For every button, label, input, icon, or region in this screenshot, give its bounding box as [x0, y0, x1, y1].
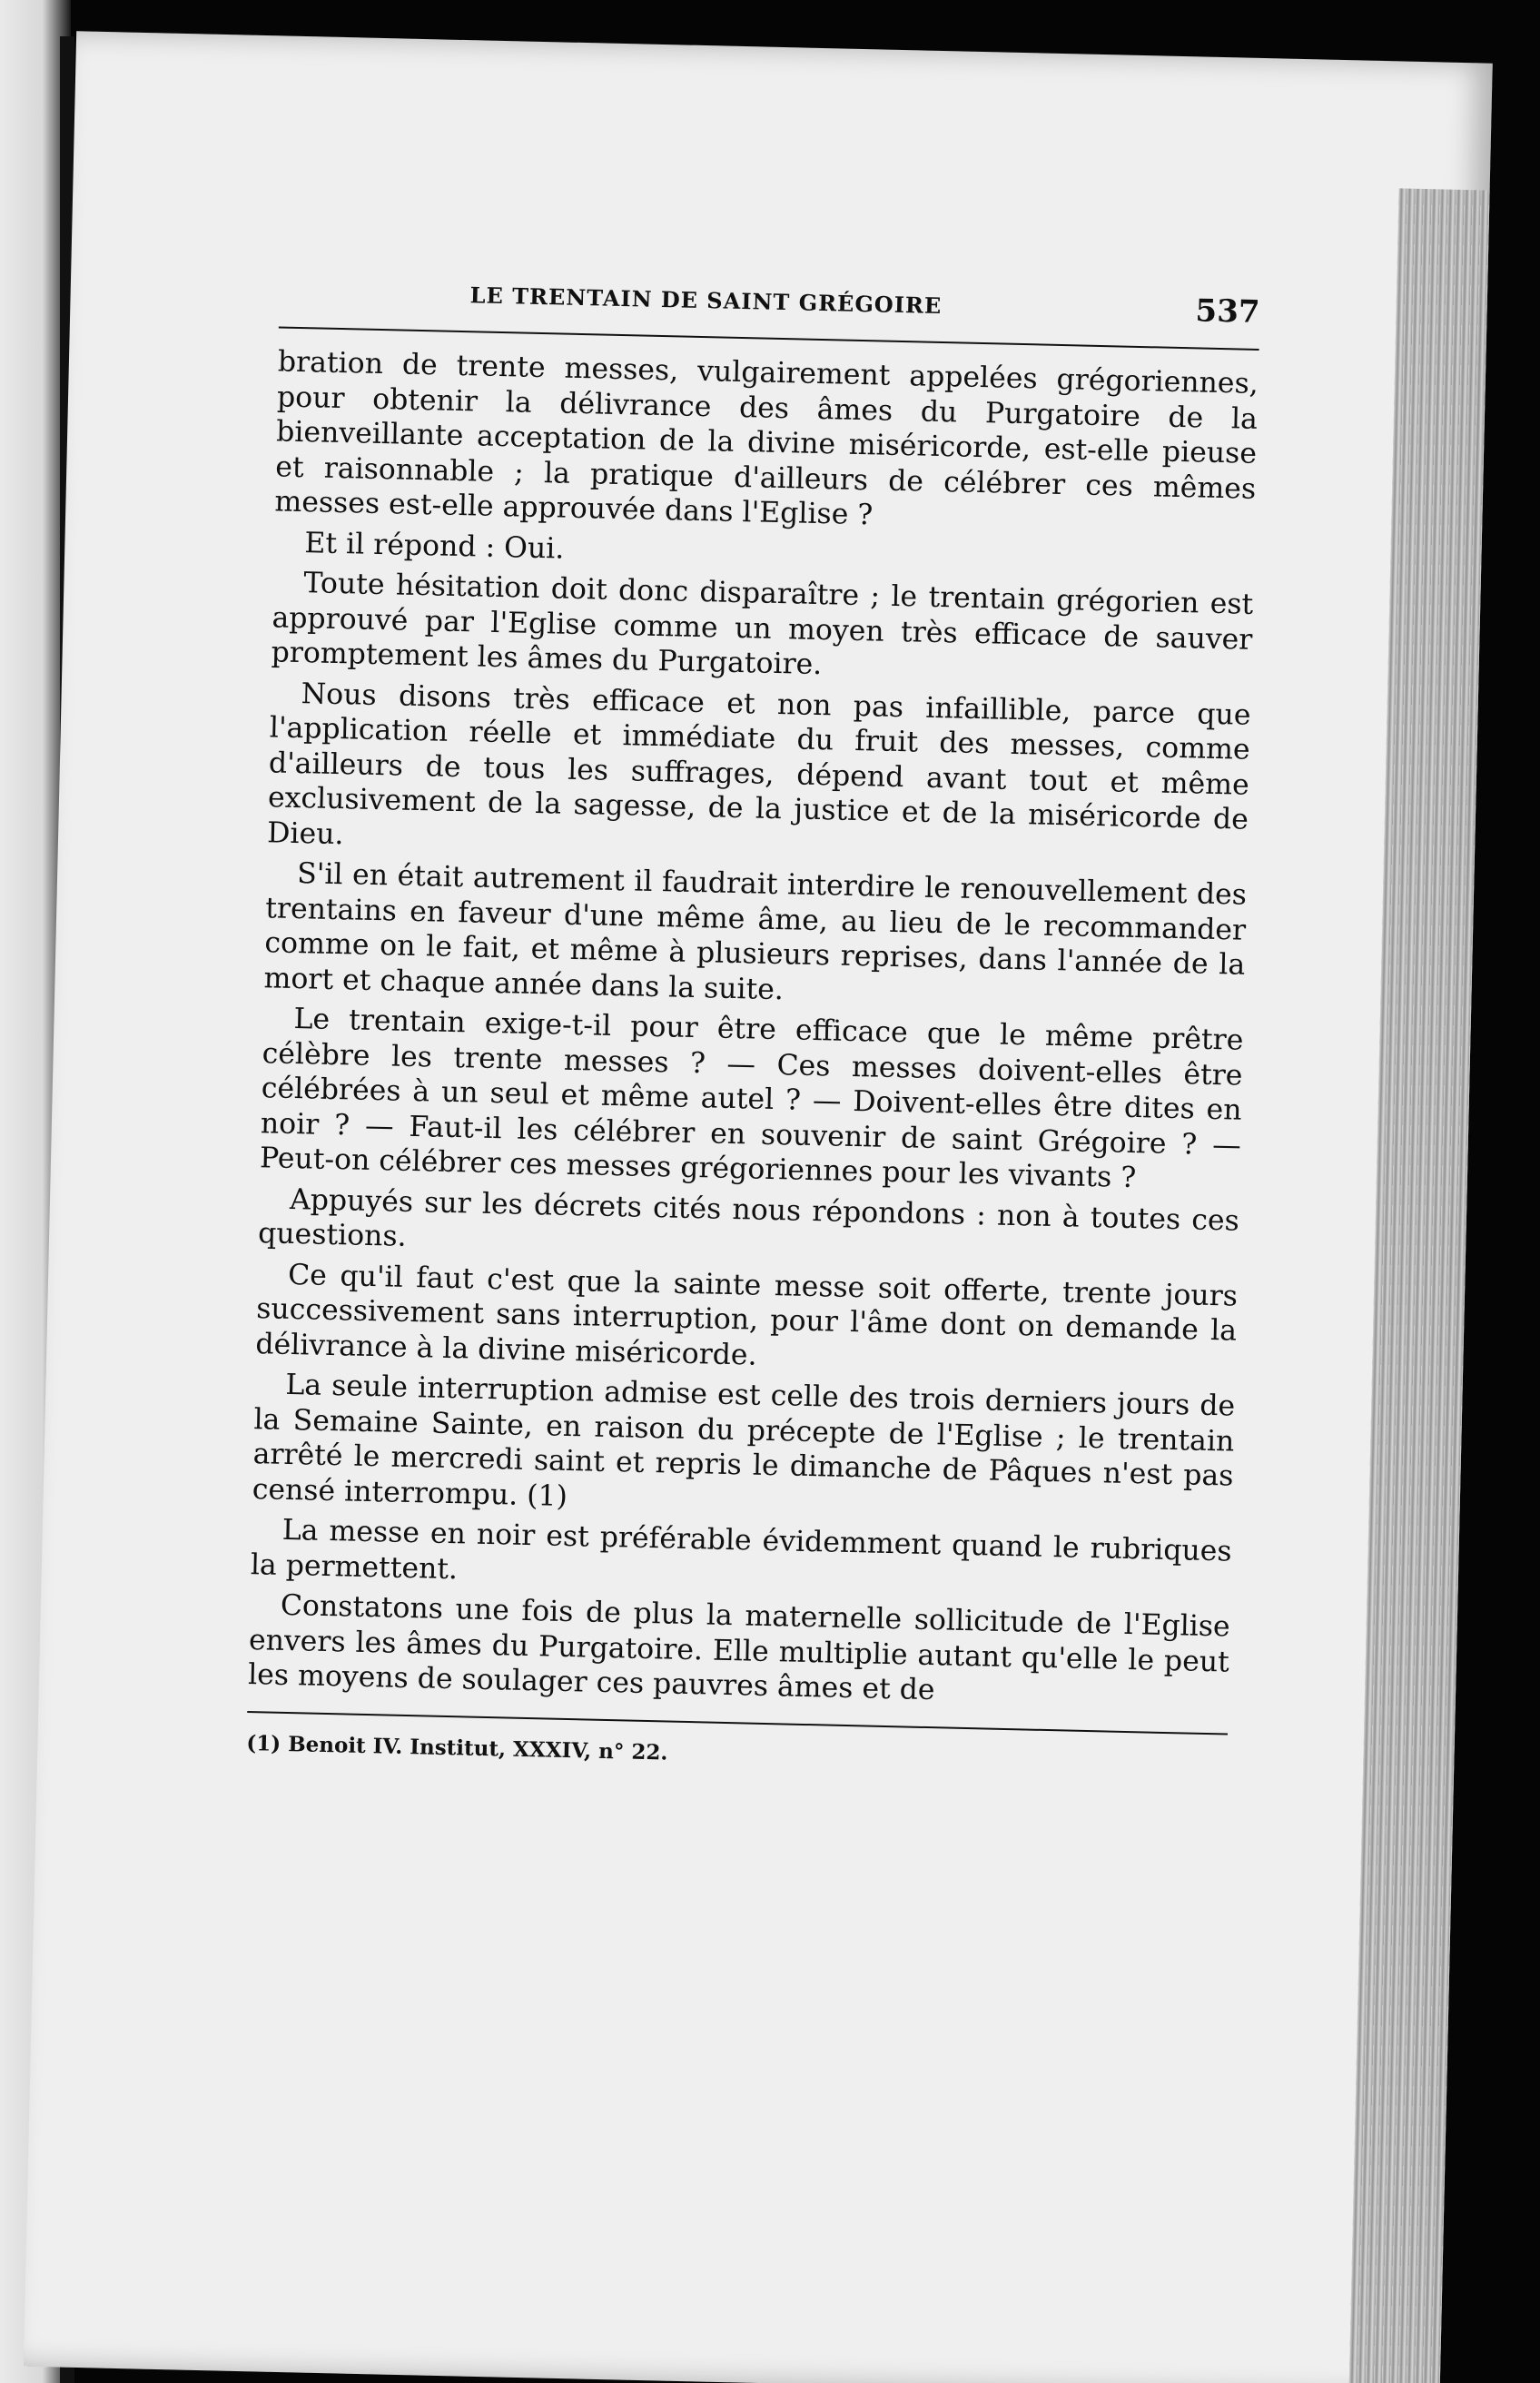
page-stack-edges — [1348, 188, 1489, 2383]
paragraph: Nous disons très efficace et non pas infaillible, parce que l'application réelle et immédiate du fruit des messes, comme d'ailleurs de tous les suffrages, dépend avant tout et même exclusivement de la sagesse, de la justice et de la miséricorde de Dieu. — [266, 677, 1251, 851]
paragraph: Et il répond : Oui. — [304, 526, 565, 566]
paragraph: Toute hésitation doit donc disparaître ; le trentain grégorien est approuvé par l'Eglise comme un moyen très efficace de sauver promptement les âmes du Purgatoire. — [271, 567, 1254, 682]
paragraph: Appuyés sur les décrets cités nous répondons : non à toutes ces questions. — [257, 1182, 1240, 1253]
paragraph: Le trentain exige-t-il pour être efficace que le même prêtre célèbre les trente messes ? — Ces messes doivent-elles être célébrées à un seul et même autel ? — Doivent-elles être dites en noir ? — Faut-il les célébrer en souvenir de saint Grégoire ? — Peut-on célébrer ces messes grégoriennes pour les vivants ? — [259, 1003, 1244, 1195]
text-block — [246, 272, 1260, 1777]
running-head — [279, 272, 1260, 350]
paragraph: Ce qu'il faut c'est que la sainte messe soit offerte, trente jours successivement sans interruption, pour l'âme dont on demande la délivrance à la divine miséricorde. — [255, 1258, 1239, 1372]
page-number: 537 — [1195, 292, 1260, 331]
paragraph: La seule interruption admise est celle des trois derniers jours de la Semaine Sainte, en raison du précepte de l'Eglise ; le trentain arrêté le mercredi saint et repris le dimanche de Pâques n'est pas censé interrompu. (1) — [252, 1368, 1236, 1513]
book-page — [24, 31, 1493, 2383]
running-title: LE TRENTAIN DE SAINT GRÉGOIRE — [469, 282, 943, 319]
paragraph: S'il en était autrement il faudrait interdire le renouvellement des trentains en faveur d'une même âme, au lieu de le recommander comme on le fait, et même à plusieurs reprises, dans l'année de la mort et chaque année dans la suite. — [263, 857, 1248, 1006]
paragraph: La messe en noir est préférable évidemment quand le rubriques la permettent. — [250, 1513, 1232, 1586]
body-text — [248, 344, 1259, 1715]
paragraph: bration de trente messes, vulgairement appelées grégoriennes, pour obtenir la délivrance des âmes du Purgatoire de la bienveillante acceptation de la divine miséricorde, est-elle pieuse et raisonnable ; la pratique d'ailleurs de célébrer ces mêmes messes est-elle approuvée dans l'Eglise ? — [274, 345, 1259, 532]
footnote: (1) Benoit IV. Institut, XXXIV, n° 22. — [246, 1730, 668, 1765]
footnote-rule — [247, 1711, 1228, 1735]
paragraph: Constatons une fois de plus la maternelle sollicitude de l'Eglise envers les âmes du Purgatoire. Elle multiplie autant qu'elle le peut les moyens de soulager ces pauvres âmes et de — [247, 1588, 1231, 1707]
